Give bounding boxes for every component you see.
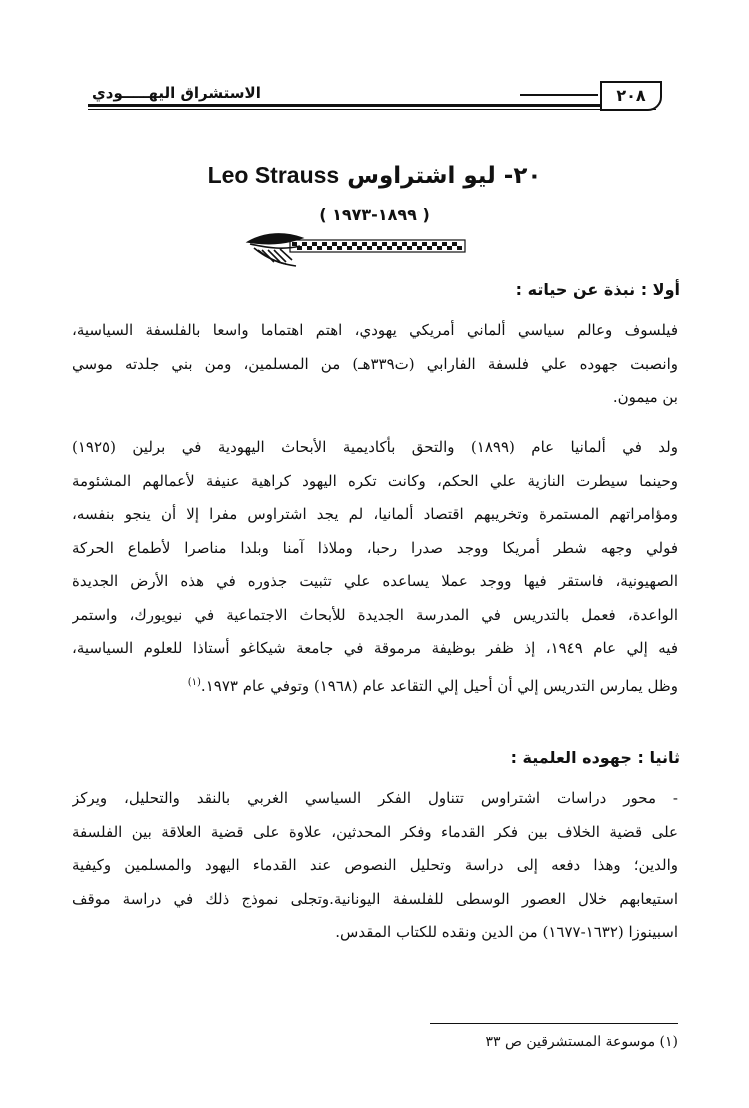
text-line: بن ميمون. <box>612 388 678 406</box>
page-number-rule <box>520 94 598 96</box>
text-line: وحينما سيطرت النازية علي الحكم، وكانت تكره اليهود كراهية عنيفة لأعمالهم المشئومة <box>72 471 678 490</box>
text-line: الواعدة، فعمل بالتدريس في المدرسة الجديدة للأبحاث الاجتماعية في نيويورك، واستمر <box>72 605 678 624</box>
text-line: استيعابهم خلال العصور الوسطى للفلسفة اليونانية.وتجلى نموذج ذلك في دراسة موقف <box>72 889 678 908</box>
quill-pen-ornament-icon <box>240 228 470 270</box>
text-line: - محور دراسات اشتراوس تتناول الفكر السياسي الغربي بالنقد والتحليل، ويركز <box>72 789 678 807</box>
text-line: الصهيونية، فاستقر فيها ووجد عملا يساعده علي تثبيت جذوره في هذه الأرض الجديدة <box>72 572 678 590</box>
section-heading-biography: أولا : نبذة عن حياته : <box>515 280 680 299</box>
text-line: فولي وجهه شطر أمريكا ووجد صدرا رحبا، وملاذا آمنا وبلدا مناصرا لأطماع الحركة <box>72 538 678 557</box>
page-number: ٢٠٨ <box>600 81 662 111</box>
running-title: الاستشراق اليهـــــودي <box>92 84 261 102</box>
section-heading-contributions: ثانيا : جهوده العلمية : <box>510 748 680 767</box>
text-line: والدين؛ وهذا دفعه إلى دراسة وتحليل النصوص عند القدماء اليهود والمسلمين وكيفية <box>72 856 678 874</box>
checkered-band <box>290 240 465 252</box>
chapter-title-arabic: ٢٠- ليو اشتراوس <box>347 163 542 189</box>
footnote-reference: (١) <box>187 676 201 688</box>
text-line: على قضية الخلاف بين فكر القدماء وفكر المحدثين، علاوة على قضية العلاقة بين الفلسفة <box>72 822 678 841</box>
text-line <box>72 666 678 704</box>
paragraph-biography-life <box>72 431 678 703</box>
chapter-title <box>0 162 749 189</box>
paragraph-contributions <box>72 782 678 950</box>
text-line: فيلسوف وعالم سياسي ألماني أمريكي يهودي، اهتم اهتماما واسعا بالفلسفة السياسية، <box>72 321 678 339</box>
header-rule <box>88 104 656 110</box>
text-line: ومؤامراتهم المستمرة وتخريبهم اقتصاد ألمانيا، لم يجد اشتراوس مفرا إلا أن ينجو بنفسه، <box>72 505 678 523</box>
footnote: (١) موسوعة المستشرقين ص ٣٣ <box>485 1034 678 1050</box>
text-line-content: وظل يمارس التدريس إلي أن أحيل إلي التقاعد عام (١٩٦٨) وتوفي عام ١٩٧٣. <box>200 676 678 695</box>
chapter-title-latin: Leo Strauss <box>207 162 340 188</box>
life-dates: ( ١٨٩٩-١٩٧٣ ) <box>319 205 430 224</box>
text-line: ولد في ألمانيا عام (١٨٩٩) والتحق بأكاديمية الأبحاث اليهودية في برلين (١٩٢٥) <box>72 438 678 456</box>
text-line: اسبينوزا (١٦٣٢-١٦٧٧) من الدين ونقده للكتاب المقدس. <box>335 923 678 941</box>
paragraph-biography-intro <box>72 314 678 415</box>
text-line: وانصبت جهوده علي فلسفة الفارابي (ت٣٣٩هـ) من المسلمين، ومن بني جلدته موسي <box>72 354 678 373</box>
text-line: فيه إلي عام ١٩٤٩، إذ ظفر بوظيفة مرموقة في جامعة شيكاغو أستاذا للعلوم السياسية، <box>72 639 678 657</box>
footnote-rule <box>430 1023 678 1024</box>
